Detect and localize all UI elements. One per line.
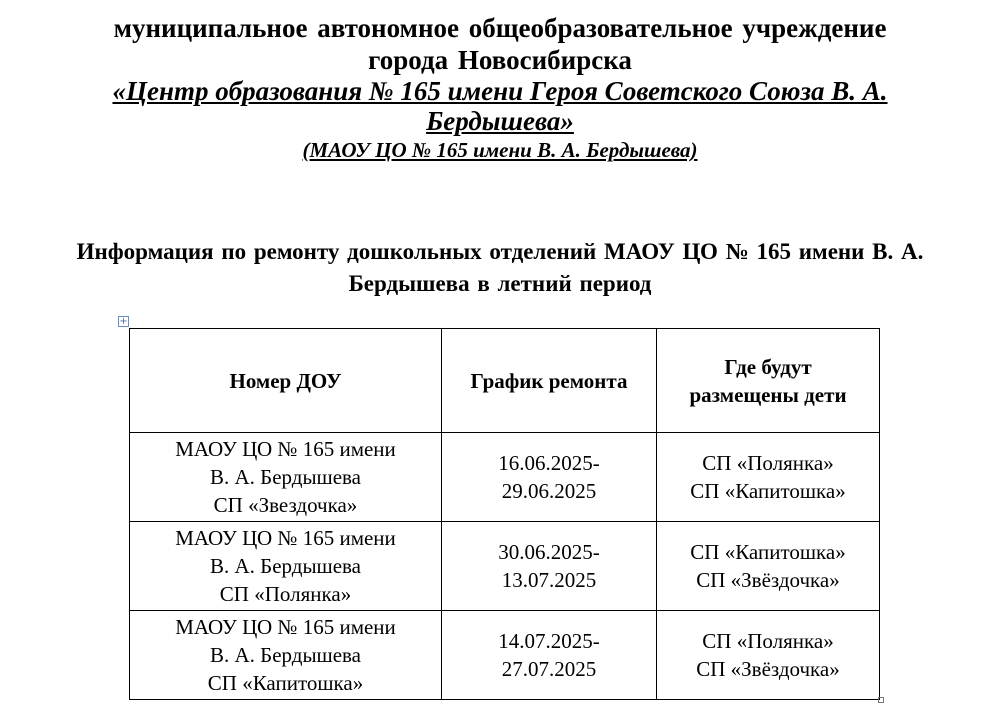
placement-line: СП «Капитошка»	[690, 479, 846, 503]
dou-line: В. А. Бердышева	[209, 643, 362, 667]
organization-abbreviation: (МАОУ ЦО № 165 имени В. А. Бердышева)	[302, 138, 698, 162]
document-title	[0, 236, 1000, 300]
placement-line: СП «Звёздочка»	[696, 568, 840, 592]
dou-line: МАОУ ЦО № 165 имени	[175, 615, 396, 639]
header-placement-line-1: Где будут	[724, 354, 812, 379]
table-row	[130, 433, 880, 522]
table-row	[130, 522, 880, 611]
table-row	[130, 611, 880, 700]
placement-cell	[657, 611, 880, 700]
resize-handle-icon[interactable]	[878, 697, 884, 703]
schedule-start: 16.06.2025-	[498, 451, 600, 475]
header-dou-number: Номер ДОУ	[130, 329, 442, 433]
dou-line: В. А. Бердышева	[209, 554, 362, 578]
center-name-line-2: Бердышева»	[426, 106, 574, 136]
placement-line: СП «Полянка»	[702, 629, 834, 653]
schedule-start: 14.07.2025-	[498, 629, 600, 653]
organization-city-line: города Новосибирска	[368, 45, 632, 75]
schedule-end: 13.07.2025	[501, 568, 597, 592]
placement-cell	[657, 522, 880, 611]
schedule-cell	[442, 611, 657, 700]
dou-cell	[130, 433, 442, 522]
header-placement-line-2: размещены дети	[689, 382, 847, 407]
placement-cell	[657, 433, 880, 522]
repair-schedule-table	[129, 328, 880, 700]
header-repair-schedule: График ремонта	[442, 329, 657, 433]
schedule-end: 29.06.2025	[501, 479, 597, 503]
organization-name-line-1: муниципальное автономное общеобразовательное учреждение	[113, 13, 887, 43]
document-title-line-2: Бердышева в летний период	[348, 271, 652, 296]
dou-cell	[130, 522, 442, 611]
document-header	[0, 12, 1000, 164]
schedule-cell	[442, 433, 657, 522]
document-title-line-1: Информация по ремонту дошкольных отделений МАОУ ЦО № 165 имени В. А.	[76, 239, 924, 264]
dou-line: МАОУ ЦО № 165 имени	[175, 437, 396, 461]
schedule-start: 30.06.2025-	[498, 540, 600, 564]
dou-line: СП «Полянка»	[219, 582, 352, 606]
table-header-row	[130, 329, 880, 433]
placement-line: СП «Полянка»	[702, 451, 834, 475]
header-children-placement	[657, 329, 880, 433]
placement-line: СП «Капитошка»	[690, 540, 846, 564]
placement-line: СП «Звёздочка»	[696, 657, 840, 681]
schedule-cell	[442, 522, 657, 611]
center-name-line-1: «Центр образования № 165 имени Героя Советского Союза В. А.	[112, 76, 888, 106]
move-handle-icon[interactable]: +	[119, 316, 128, 327]
schedule-end: 27.07.2025	[501, 657, 597, 681]
dou-line: В. А. Бердышева	[209, 465, 362, 489]
dou-line: СП «Капитошка»	[207, 671, 364, 695]
dou-line: МАОУ ЦО № 165 имени	[175, 526, 396, 550]
dou-line: СП «Звездочка»	[213, 493, 358, 517]
dou-cell	[130, 611, 442, 700]
